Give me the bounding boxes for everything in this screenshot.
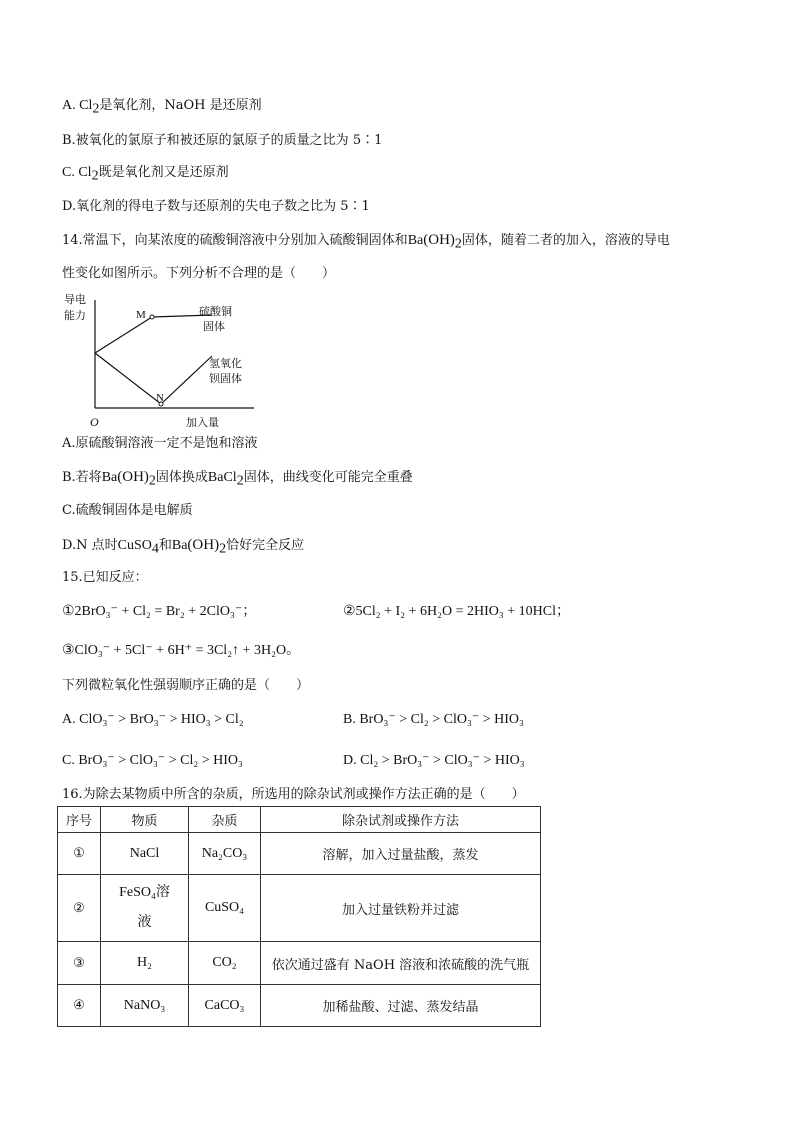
cell-method: 加稀盐酸、过滤、蒸发结晶 <box>261 985 541 1027</box>
q15-option-d: D. Cl₂ > BrO₃⁻ > ClO₃⁻ > HIO₃ <box>343 753 525 768</box>
header-method: 除杂试剂或操作方法 <box>261 807 541 833</box>
q16-stem: 16.为除去某物质中所含的杂质，所选用的除杂试剂或操作方法正确的是（ ） <box>62 787 525 802</box>
q13-option-c: C. $Cl_2$既是氧化剂又是还原剂 <box>62 165 229 184</box>
point-n-label: N <box>156 392 164 404</box>
q14-option-d: D.N 点时CuSO$_4$和$Ba(OH)_2$恰好完全反应 <box>62 537 305 557</box>
x-axis-label: 加入量 <box>186 416 219 429</box>
q14-option-b: B.若将$Ba(OH)_2$固体换成BaCl$_2$固体，曲线变化可能完全重叠 <box>62 469 413 489</box>
table-row <box>58 942 541 985</box>
conductivity-graph <box>62 290 262 432</box>
curve-copper-sulfate <box>95 315 212 353</box>
curve-barium-hydroxide <box>95 353 212 404</box>
curve1-label-line2: 固体 <box>203 320 225 333</box>
q14-stem-line2: 性变化如图所示。下列分析不合理的是（ ） <box>62 266 336 281</box>
cell-substance: H₂ <box>101 942 189 985</box>
table-row <box>58 833 541 875</box>
q16-table <box>57 806 541 1027</box>
cell-index: ③ <box>58 942 101 985</box>
table-row <box>58 875 541 942</box>
y-axis-label-line2: 能力 <box>64 309 86 322</box>
y-axis-label-line1: 导电 <box>64 293 86 306</box>
cell-method: 加入过量铁粉并过滤 <box>261 875 541 942</box>
q13-option-a: A. $Cl_2$是氧化剂，NaOH 是还原剂 <box>62 98 262 117</box>
cell-impurity: Na₂CO₃ <box>189 833 261 875</box>
point-m-label: M <box>136 309 146 321</box>
header-impurity: 杂质 <box>189 807 261 833</box>
q15-reaction-2: ②5Cl₂ + I₂ + 6H₂O = 2HIO₃ + 10HCl； <box>343 604 570 619</box>
cell-method: 依次通过盛有 NaOH 溶液和浓硫酸的洗气瓶 <box>261 942 541 985</box>
cell-method: 溶解，加入过量盐酸，蒸发 <box>261 833 541 875</box>
table-row <box>58 985 541 1027</box>
cell-index: ② <box>58 875 101 942</box>
cell-substance: NaNO₃ <box>101 985 189 1027</box>
q14-stem-line1: 14.常温下，向某浓度的硫酸铜溶液中分别加入硫酸铜固体和$Ba(OH)_2$固体，随着二者的加入，溶液的导电 <box>62 232 670 252</box>
q15-stem: 15.已知反应： <box>62 570 148 585</box>
q13-option-b: B.被氧化的氯原子和被还原的氯原子的质量之比为 5∶1 <box>62 133 383 148</box>
q15-option-c: C. BrO₃⁻ > ClO₃⁻ > Cl₂ > HIO₃ <box>62 753 243 768</box>
cell-impurity: CO₂ <box>189 942 261 985</box>
curve2-label-line2: 钡固体 <box>209 372 242 385</box>
q15-option-b: B. BrO₃⁻ > Cl₂ > ClO₃⁻ > HIO₃ <box>343 712 524 727</box>
header-substance: 物质 <box>101 807 189 833</box>
point-m-marker <box>150 315 154 319</box>
cell-impurity: CaCO₃ <box>189 985 261 1027</box>
cell-substance: FeSO₄溶液 <box>101 875 189 942</box>
q13-option-d: D.氧化剂的得电子数与还原剂的失电子数之比为 5∶1 <box>62 199 370 214</box>
q15-reaction-1: ①2BrO₃⁻ + Cl₂ = Br₂ + 2ClO₃⁻； <box>62 604 257 619</box>
q14-option-c: C.硫酸铜固体是电解质 <box>62 503 193 518</box>
cell-index: ④ <box>58 985 101 1027</box>
q15-option-a: A. ClO₃⁻ > BrO₃⁻ > HIO₃ > Cl₂ <box>62 712 244 727</box>
curve2-label-line1: 氢氧化 <box>209 357 242 370</box>
q15-reaction-3: ③ClO₃⁻ + 5Cl⁻ + 6H⁺ = 3Cl₂↑ + 3H₂O。 <box>62 643 301 658</box>
q15-question: 下列微粒氧化性强弱顺序正确的是（ ） <box>62 678 310 693</box>
q14-option-a: A.原硫酸铜溶液一定不是饱和溶液 <box>62 436 258 451</box>
cell-substance: NaCl <box>101 833 189 875</box>
origin-label: O <box>90 415 99 429</box>
cell-impurity: CuSO₄ <box>189 875 261 942</box>
curve1-label-line1: 硫酸铜 <box>199 305 232 318</box>
table-header-row <box>58 807 541 833</box>
header-index: 序号 <box>58 807 101 833</box>
cell-index: ① <box>58 833 101 875</box>
